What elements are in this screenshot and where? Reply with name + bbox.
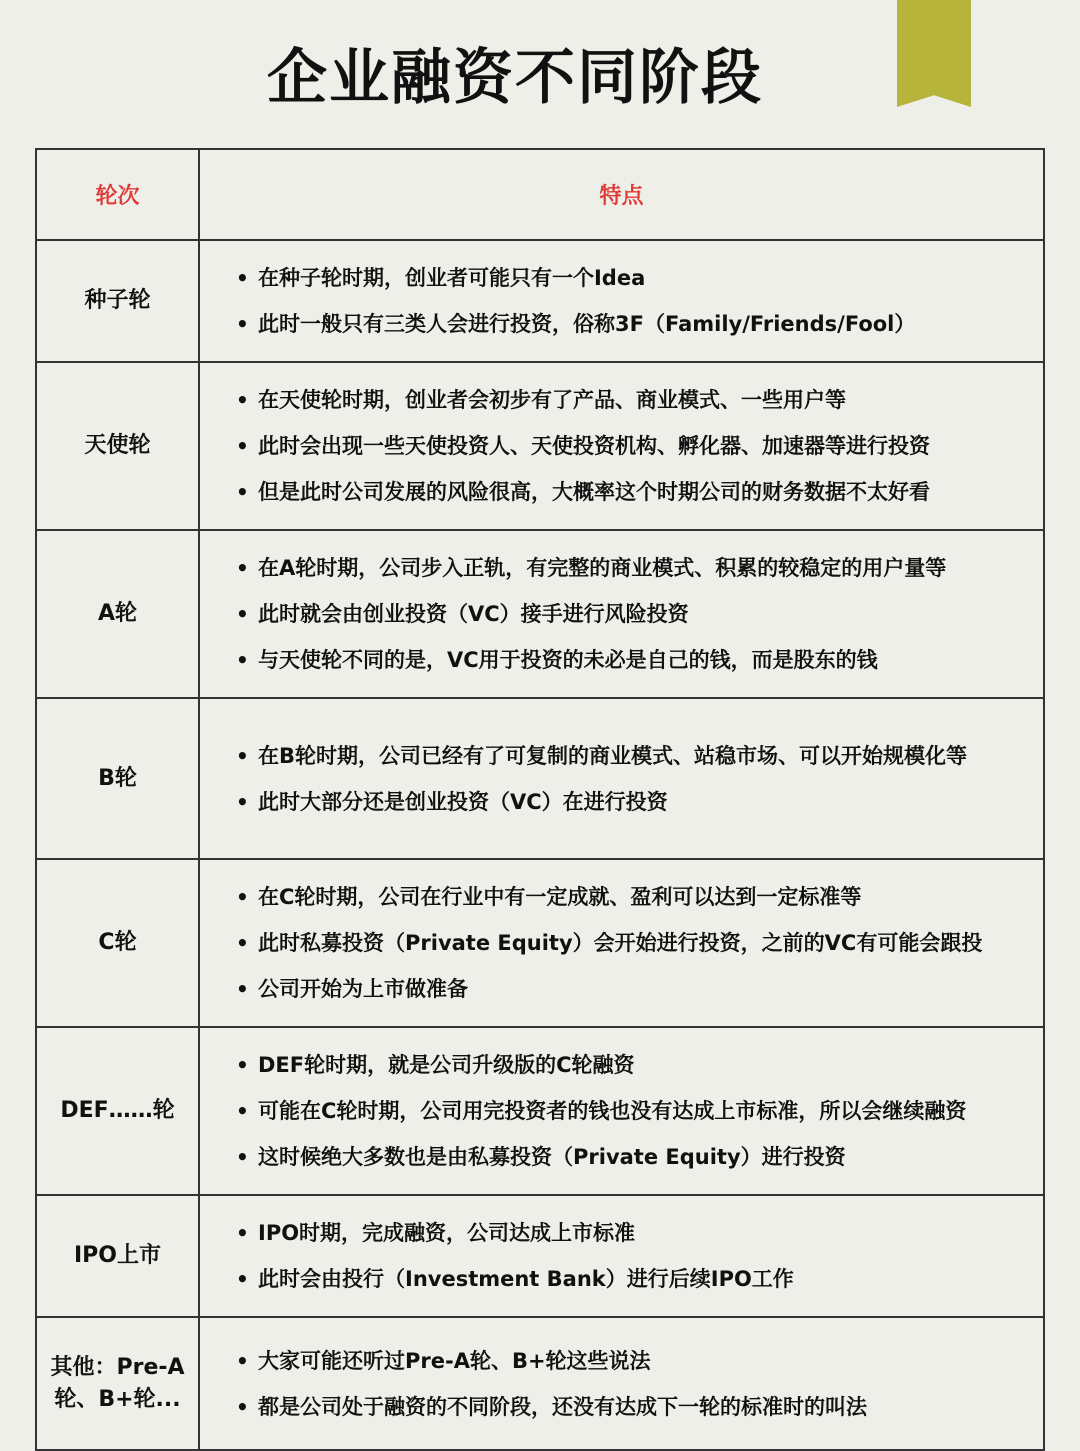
financing-stages-table [35, 148, 1045, 1451]
feature-item: • 在A轮时期，公司步入正轨，有完整的商业模式、积累的较稳定的用户量等 [236, 545, 1025, 591]
table-row [36, 530, 1044, 698]
feature-list [200, 860, 1043, 1026]
stage-label: 天使轮 [36, 362, 199, 530]
feature-item: • 此时私募投资（Private Equity）会开始进行投资，之前的VC有可能会跟投 [236, 920, 1025, 966]
feature-item: • 公司开始为上市做准备 [236, 966, 1025, 1012]
feature-item: • DEF轮时期，就是公司升级版的C轮融资 [236, 1042, 1025, 1088]
table-row [36, 1195, 1044, 1317]
feature-item: • 但是此时公司发展的风险很高，大概率这个时期公司的财务数据不太好看 [236, 469, 1025, 515]
feature-list [200, 1028, 1043, 1194]
feature-item: • 可能在C轮时期，公司用完投资者的钱也没有达成上市标准，所以会继续融资 [236, 1088, 1025, 1134]
feature-item: • 在B轮时期，公司已经有了可复制的商业模式、站稳市场、可以开始规模化等 [236, 733, 1025, 779]
stage-label: DEF……轮 [36, 1027, 199, 1195]
stage-label: 种子轮 [36, 240, 199, 362]
feature-list [200, 363, 1043, 529]
feature-list [200, 241, 1043, 361]
feature-item: • 此时会由投行（Investment Bank）进行后续IPO工作 [236, 1256, 1025, 1302]
feature-list [200, 531, 1043, 697]
feature-item: • 在天使轮时期，创业者会初步有了产品、商业模式、一些用户等 [236, 377, 1025, 423]
feature-item: • 在种子轮时期，创业者可能只有一个Idea [236, 255, 1025, 301]
feature-item: • 与天使轮不同的是，VC用于投资的未必是自己的钱，而是股东的钱 [236, 637, 1025, 683]
page-title: 企业融资不同阶段 [267, 43, 763, 113]
feature-item: • 大家可能还听过Pre-A轮、B+轮这些说法 [236, 1338, 1025, 1384]
feature-list [200, 1324, 1043, 1444]
feature-item: • 此时就会由创业投资（VC）接手进行风险投资 [236, 591, 1025, 637]
stage-label: 其他：Pre-A轮、B+轮... [36, 1317, 199, 1450]
stage-label: C轮 [36, 859, 199, 1027]
table-row [36, 362, 1044, 530]
table-row [36, 240, 1044, 362]
stage-column-header: 轮次 [36, 149, 199, 240]
stage-label: IPO上市 [36, 1195, 199, 1317]
feature-item: • IPO时期，完成融资，公司达成上市标准 [236, 1210, 1025, 1256]
feature-item: • 此时会出现一些天使投资人、天使投资机构、孵化器、加速器等进行投资 [236, 423, 1025, 469]
table-row [36, 859, 1044, 1027]
feature-item: • 这时候绝大多数也是由私募投资（Private Equity）进行投资 [236, 1134, 1025, 1180]
feature-list [200, 719, 1043, 839]
feature-item: • 此时一般只有三类人会进行投资，俗称3F（Family/Friends/Fool） [236, 301, 1025, 347]
table-row [36, 1317, 1044, 1450]
stage-label: A轮 [36, 530, 199, 698]
feature-list [200, 1196, 1043, 1316]
table-row [36, 1027, 1044, 1195]
stage-label: B轮 [36, 698, 199, 859]
feature-column-header: 特点 [199, 149, 1044, 240]
feature-item: • 都是公司处于融资的不同阶段，还没有达成下一轮的标准时的叫法 [236, 1384, 1025, 1430]
table-header-row [36, 149, 1044, 240]
feature-item: • 在C轮时期，公司在行业中有一定成就、盈利可以达到一定标准等 [236, 874, 1025, 920]
table-row [36, 698, 1044, 859]
feature-item: • 此时大部分还是创业投资（VC）在进行投资 [236, 779, 1025, 825]
